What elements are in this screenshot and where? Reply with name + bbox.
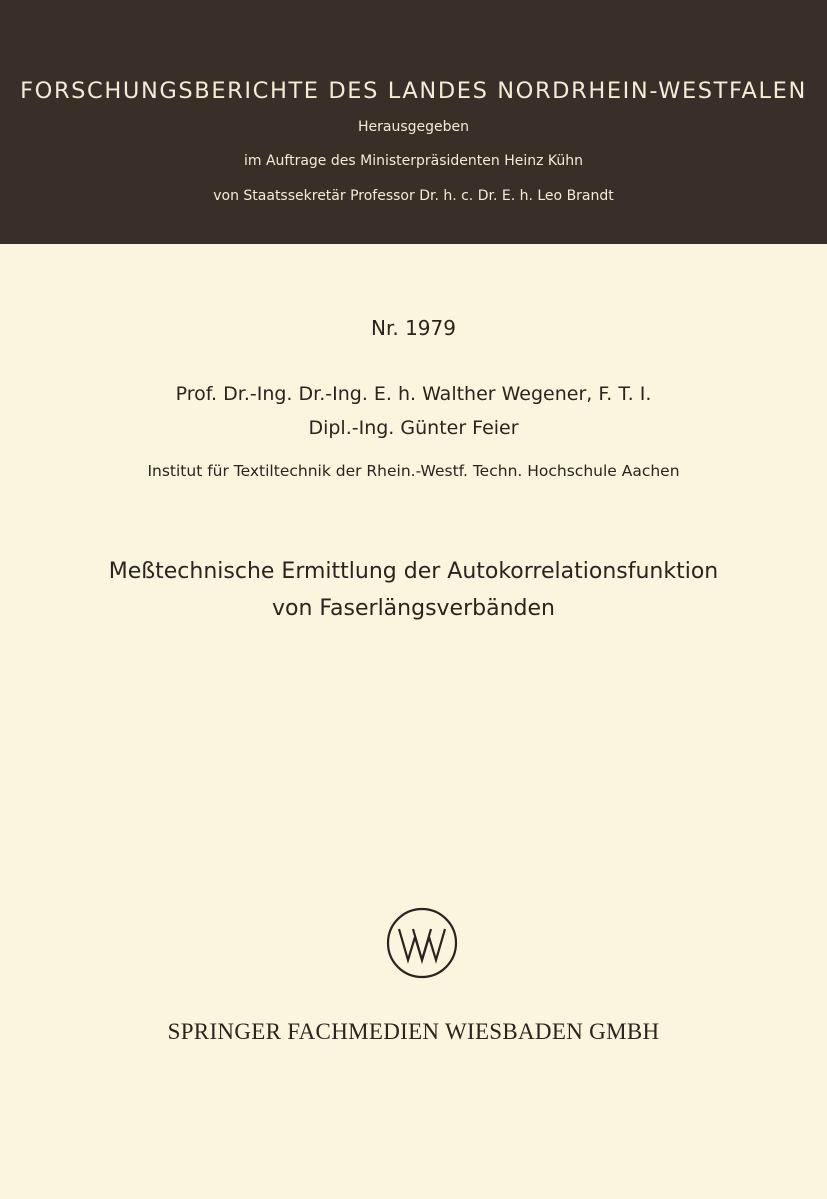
- book-title-line-2: von Faserlängsverbänden: [272, 596, 555, 621]
- author-secondary: Dipl.-Ing. Günter Feier: [308, 417, 519, 439]
- report-number: Nr. 1979: [371, 316, 456, 340]
- series-header-band: [0, 0, 827, 244]
- editor-name-line: von Staatssekretär Professor Dr. h. c. Dr. E. h. Leo Brandt: [213, 188, 614, 204]
- commission-line: im Auftrage des Ministerpräsidenten Heinz Kühn: [243, 153, 584, 169]
- westdeutscher-verlag-logo-icon: [386, 907, 458, 979]
- author-primary: Prof. Dr.-Ing. Dr.-Ing. E. h. Walther Wegener, F. T. I.: [175, 383, 652, 405]
- institute-line: Institut für Textiltechnik der Rhein.-Westf. Techn. Hochschule Aachen: [147, 462, 680, 480]
- book-title-line-1: Meßtechnische Ermittlung der Autokorrelationsfunktion: [108, 559, 719, 584]
- publisher-name: SPRINGER FACHMEDIEN WIESBADEN GMBH: [167, 1019, 660, 1044]
- editor-label: Herausgegeben: [357, 119, 469, 135]
- series-title: FORSCHUNGSBERICHTE DES LANDES NORDRHEIN-WESTFALEN: [20, 78, 807, 104]
